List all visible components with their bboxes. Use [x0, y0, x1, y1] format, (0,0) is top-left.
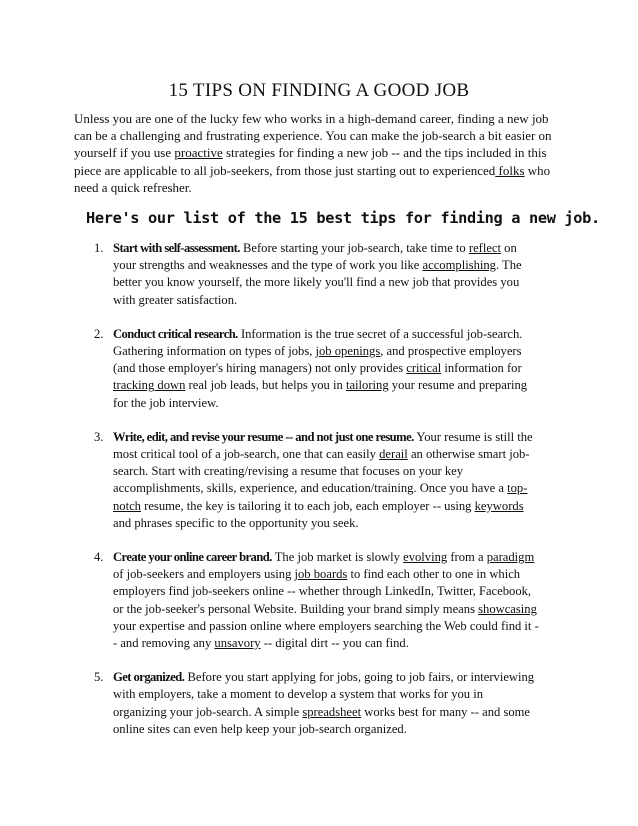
tip-lead: Write, edit, and revise your resume -- and not just one resume. — [113, 429, 414, 444]
link-accomplishing[interactable]: accomplishing — [422, 258, 496, 273]
tip-text: Before starting your job-search, take time to — [239, 241, 469, 255]
intro-text: Unless you are one of the lucky few who works in a high-demand career, finding a new job can be a challenging and frustrating experience. You can make the job-search a bit easier on yourself if you use — [74, 111, 552, 161]
list-number: 1. — [94, 241, 104, 255]
link-unsavory[interactable]: unsavory — [214, 636, 261, 651]
tip-text: -- digital dirt -- you can find. — [260, 636, 409, 651]
tip-text: , and prospective employers (and those employer's hiring managers) not only provides — [113, 344, 522, 376]
link-proactive[interactable]: proactive — [174, 145, 223, 161]
list-item — [94, 326, 539, 412]
link-top-notch[interactable]: top-notch — [113, 481, 528, 513]
tip-text: on your strengths and weaknesses and the type of work you like — [113, 241, 517, 273]
tip-lead: Conduct critical research. — [113, 326, 238, 341]
intro-paragraph — [74, 110, 566, 196]
link-showcasing[interactable]: showcasing — [478, 601, 537, 616]
tip-lead: Create your online career brand. — [113, 550, 272, 565]
tip-text: . The better you know yourself, the more likely you'll find a new job that provides you with greater satisfaction. — [113, 258, 522, 307]
link-paradigm[interactable]: paradigm — [486, 550, 535, 565]
tip-text: real job leads, but helps you in — [185, 378, 346, 393]
list-number: 5. — [94, 670, 104, 685]
tip-text: of job-seekers and employers using — [113, 567, 295, 582]
tip-text: Before you start applying for jobs, going to job fairs, or interviewing with employers, take a moment to develop a system that works for you in organizing your job-search. A simple — [113, 670, 535, 719]
link-reflect[interactable]: reflect — [468, 241, 502, 255]
tip-text: your expertise and passion online where employers searching the Web could find it -- and removing any — [113, 618, 539, 651]
link-critical[interactable]: critical — [406, 361, 442, 376]
link-job-openings[interactable]: job openings — [315, 344, 381, 359]
list-item — [94, 240, 539, 309]
tip-text: Information is the true secret of a successful job-search. Gathering information on types of jobs, — [113, 326, 523, 359]
tip-lead: Start with self-assessment. — [113, 241, 240, 255]
tip-text: works best for many -- and some online sites can even help keep your job-search organized. — [113, 704, 531, 736]
list-number: 4. — [94, 550, 104, 565]
link-folks[interactable]: folks — [495, 162, 525, 178]
tip-text: to find each other to one in which employers find job-seekers online -- whether through LinkedIn, Twitter, Facebook, or the job-seeker's personal Website. Building your brand simply means — [113, 567, 532, 616]
tip-text: from a — [447, 550, 487, 565]
tip-text: information for — [441, 361, 522, 376]
tip-text: an otherwise smart job-search. Start with creating/revising a resume that focuses on your key accomplishments, skills, experience, and education/training. Once you have a — [113, 447, 530, 496]
list-item — [94, 549, 539, 652]
tip-text: resume, the key is tailoring it to each job, each employer -- using — [140, 498, 475, 513]
section-heading: Here's our list of the 15 best tips for finding a new job. — [86, 209, 600, 227]
link-derail[interactable]: derail — [379, 447, 408, 462]
link-job-boards[interactable]: job boards — [294, 567, 348, 582]
intro-text: who need a quick refresher. — [74, 162, 551, 195]
list-number: 2. — [94, 326, 104, 341]
link-tracking-down[interactable]: tracking down — [113, 378, 186, 393]
tip-text: Your resume is still the most critical tool of a job-search, one that can easily — [113, 429, 533, 462]
list-number: 3. — [94, 429, 104, 444]
tip-text: your resume and preparing for the job interview. — [113, 378, 528, 410]
link-tailoring[interactable]: tailoring — [345, 378, 389, 393]
link-spreadsheet[interactable]: spreadsheet — [302, 704, 362, 719]
tip-text: and phrases specific to the opportunity you seek. — [113, 515, 359, 530]
link-keywords[interactable]: keywords — [474, 498, 524, 513]
list-item — [94, 429, 539, 532]
page-title: 15 TIPS ON FINDING A GOOD JOB — [168, 80, 470, 101]
tip-text: The job market is slowly — [271, 550, 404, 565]
link-evolving[interactable]: evolving — [403, 550, 448, 565]
list-item — [94, 669, 539, 738]
intro-text: strategies for finding a new job -- and the tips included in this piece are applicable to all job-seekers, from those just starting out to experienced — [74, 145, 547, 178]
tips-list — [94, 240, 539, 755]
tip-lead: Get organized. — [113, 670, 185, 685]
